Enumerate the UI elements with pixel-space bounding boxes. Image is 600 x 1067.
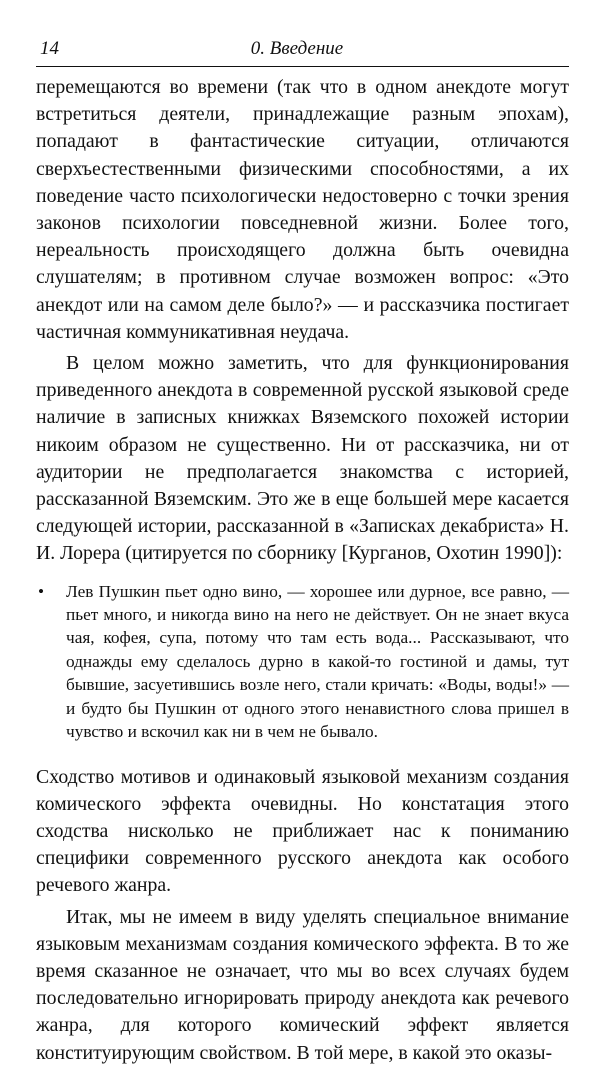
- paragraph-3: Сходство мотивов и одинаковый языковой механизм создания комического эффекта очевидны. Но констатация этого сходства нисколько не приближает нас к пониманию специфики современного русского анекдота как особого речевого жанра.: [36, 765, 569, 897]
- paragraph-1: перемещаются во времени (так что в одном анекдоте могут встретиться деятели, принадлежащие разным эпохам), попадают в фантастические ситуации, отличаются сверхъестественными физическими способностями, а их поведение часто психологически недостоверно с точки зрения законов психологии повседневной жизни. Более того, нереальность происходящего должна быть очевидна слушателям; в противном случае возможен вопрос: «Это анекдот или на самом деле было?» — и рассказчика постигает частичная коммуникативная неудача.: [36, 76, 569, 343]
- book-page: [36, 38, 569, 1067]
- bullet-icon: •: [38, 581, 45, 601]
- paragraph-2: В целом можно заметить, что для функционирования приведенного анекдота в современной русской языковой среде наличие в записных книжках Вяземского похожей истории никоим образом не существенно. Ни от рассказчика, ни от аудитории не предполагается знакомства с историей, рассказанной Вяземским. Это же в еще большей мере касается следующей истории, рассказанной в «Записках декабриста» Н. И. Лорера (цитируется по сборнику [Курганов, Охотин 1990]):: [36, 352, 569, 565]
- section-title: 0. Введение: [250, 38, 344, 59]
- quote-text: Лев Пушкин пьет одно вино, — хорошее или дурное, все равно, — пьет много, и никогда вино на него не действует. Он не знает вкуса чая, кофея, супа, потому что там есть вода... Рассказывают, что однажды ему сделалось дурно в какой-то гостиной и дамы, тут бывшие, засуетившись возле него, стали кричать: «Воды, воды!» — и будто бы Пушкин от одного этого ненавистного слова пришел в чувство и вскочил как ни в чем не бывало.: [66, 581, 569, 742]
- block-quote: [36, 580, 569, 744]
- running-head: [36, 38, 569, 67]
- page-number: 14: [40, 38, 59, 59]
- body-text: [36, 74, 569, 1067]
- paragraph-4: Итак, мы не имеем в виду уделять специальное внимание языковым механизмам создания комического эффекта. В то же время сказанное не означает, что мы во всех случаях будем последовательно игнорировать природу анекдота как речевого жанра, для которого комический эффект является конституирующим свойством. В той мере, в какой это оказы-: [36, 905, 569, 1064]
